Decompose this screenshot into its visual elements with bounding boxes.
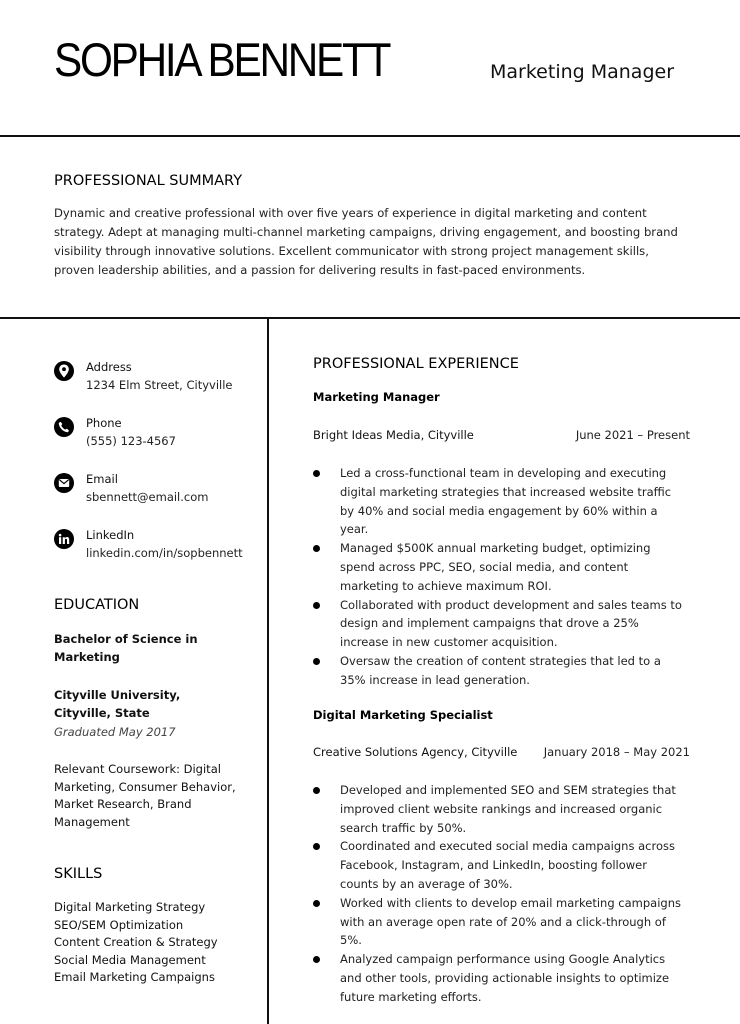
bullet-text: Collaborated with product development and sales teams to design and implement campaigns that drove a 25% increase in new customer acquisition. [340, 597, 682, 650]
skill-item: Content Creation & Strategy [54, 935, 218, 949]
bullet-item [313, 652, 688, 690]
job-bullets [313, 781, 688, 1007]
envelope-icon [54, 473, 74, 493]
bullet-item [313, 894, 688, 950]
phone-label: Phone [86, 416, 122, 430]
summary-text: Dynamic and creative professional with over five years of experience in digital marketing and content strategy. Adept at managing multi-channel marketing campaigns, driving engagement, and boosting brand visibility through innovative solutions. Excellent communicator with strong project management skills, proven leadership abilities, and a passion for delivering results in fast-paced environments. [54, 206, 678, 277]
experience-heading: PROFESSIONAL EXPERIENCE [313, 356, 519, 372]
bullet-icon [313, 545, 320, 552]
skill-item: SEO/SEM Optimization [54, 917, 184, 932]
job-bullets [313, 464, 688, 690]
summary-heading: PROFESSIONAL SUMMARY [54, 173, 243, 189]
job-role: Digital Marketing Specialist [313, 708, 493, 722]
bullet-icon [313, 658, 320, 665]
education-degree: Bachelor of Science in Marketing [54, 632, 198, 664]
summary-divider [0, 317, 740, 319]
bullet-icon [313, 900, 320, 907]
job-title: Marketing Manager [490, 61, 675, 83]
skills-list [54, 899, 218, 987]
bullet-item [313, 950, 688, 1006]
bullet-text: Analyzed campaign performance using Google Analytics and other tools, providing actionable insights to optimize future marketing efforts. [340, 952, 670, 1004]
bullet-icon [313, 787, 320, 794]
bullet-text: Worked with clients to develop email marketing campaigns with an average open rate of 20% and a click-through of 5%. [340, 895, 681, 948]
bullet-text: Oversaw the creation of content strategies that led to a 35% increase in lead generation. [340, 653, 661, 687]
bullet-text: Managed $500K annual marketing budget, optimizing spend across PPC, SEO, social media, and content marketing to achieve maximum ROI. [340, 541, 651, 593]
candidate-name: SOPHIA BENNETT [54, 33, 390, 86]
bullet-item [313, 781, 688, 837]
bullet-text: Developed and implemented SEO and SEM strategies that improved client website rankings and increased organic search traffic by 50%. [340, 783, 676, 835]
bullet-item [313, 837, 688, 893]
bullet-icon [313, 956, 320, 963]
job-company: Bright Ideas Media, Cityville [313, 428, 474, 442]
linkedin-label: LinkedIn [86, 528, 135, 542]
education-graduated: Graduated May 2017 [54, 725, 176, 739]
location-pin-icon [54, 361, 74, 381]
education-coursework: Relevant Coursework: Digital Marketing, Consumer Behavior, Market Research, Brand Management [54, 762, 236, 829]
bullet-item [313, 596, 688, 652]
address-label: Address [86, 360, 132, 374]
job-dates: June 2021 – Present [575, 428, 690, 442]
phone-value: (555) 123-4567 [86, 434, 176, 448]
address-value: 1234 Elm Street, Cityville [86, 378, 233, 392]
bullet-icon [313, 470, 320, 477]
email-value[interactable]: sbennett@email.com [86, 490, 209, 504]
bullet-text: Led a cross-functional team in developing and executing digital marketing strategies that increased website traffic by 40% and social media engagement by 60% within a year. [340, 466, 672, 537]
phone-icon [54, 417, 74, 437]
skill-item: Social Media Management [54, 952, 206, 967]
skills-heading: SKILLS [54, 866, 103, 882]
bullet-icon [313, 843, 320, 850]
skill-item: Digital Marketing Strategy [54, 900, 206, 914]
skill-item: Email Marketing Campaigns [54, 970, 215, 984]
bullet-item [313, 464, 688, 539]
job-company: Creative Solutions Agency, Cityville [313, 745, 518, 759]
linkedin-icon [54, 529, 74, 549]
linkedin-value[interactable]: linkedin.com/in/sopbennett [86, 546, 243, 560]
education-school: Cityville University, Cityville, State [54, 688, 181, 720]
bullet-item [313, 539, 688, 595]
column-divider [267, 318, 269, 1024]
job-role: Marketing Manager [313, 390, 440, 404]
bullet-icon [313, 602, 320, 609]
job-dates: January 2018 – May 2021 [543, 745, 690, 759]
bullet-text: Coordinated and executed social media campaigns across Facebook, Instagram, and LinkedIn, boosting follower counts by an average of 30%. [340, 839, 675, 891]
email-label: Email [86, 472, 118, 486]
header-divider [0, 135, 740, 137]
education-heading: EDUCATION [54, 597, 140, 613]
